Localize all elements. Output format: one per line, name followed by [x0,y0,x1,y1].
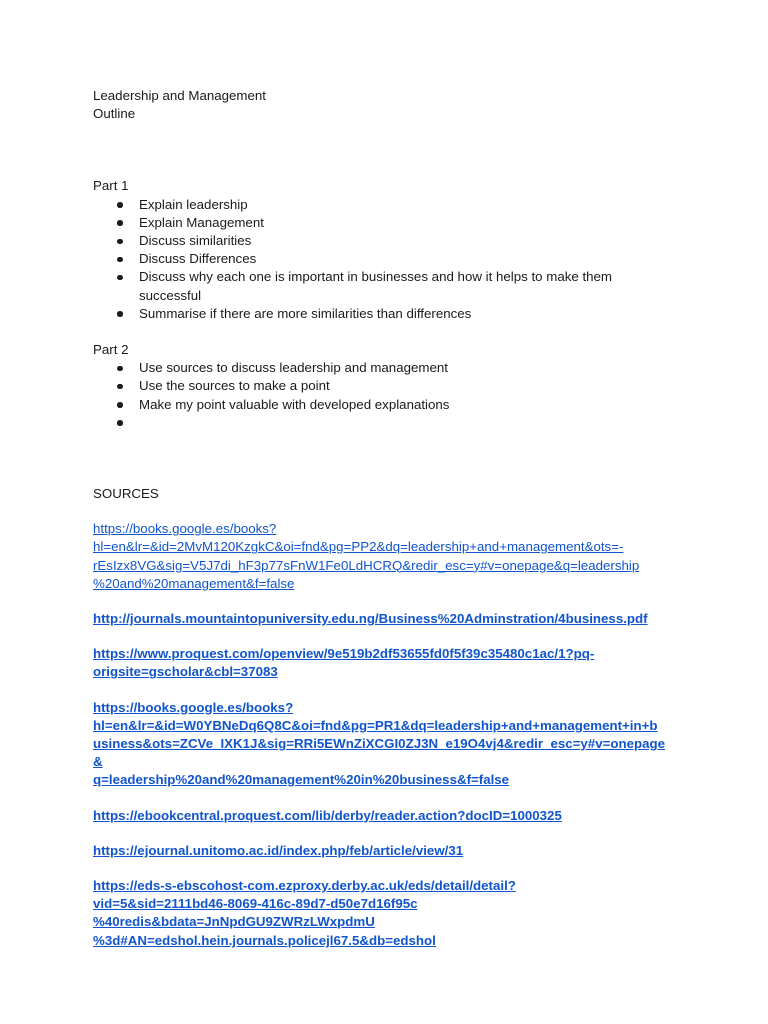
list-item: Use sources to discuss leadership and management [93,359,693,377]
link-text-line: q=leadership%20and%20management%20in%20business&f=false [93,772,510,788]
part1-list [93,196,693,323]
list-item: Discuss similarities [93,232,693,250]
spacer [93,323,693,341]
link-text-line: hl=en&lr=&id=W0YBNeDq6Q8C&oi=fnd&pg=PR1&dq=leadership+and+management+in+b [93,717,658,733]
list-item: Discuss Differences [93,250,693,268]
link-text-line: https://www.proquest.com/openview/9e519b2df53655fd0f5f39c35480c1ac/1?pq- [93,646,595,662]
link-text-line: origsite=gscholar&cbl=37083 [93,664,278,680]
link-text-line: https://ebookcentral.proquest.com/lib/derby/reader.action?docID=1000325 [93,807,562,823]
source-link-ebookcentral[interactable] [93,807,673,825]
list-item: Explain leadership [93,196,693,214]
source-link-proquest-openview[interactable] [93,645,673,681]
document-subtitle: Outline [93,106,136,122]
link-text-line: %3d#AN=edshol.hein.journals.policejl67.5&db=edshol [93,932,436,948]
document-page [93,87,693,967]
document-title: Leadership and Management [93,88,266,103]
link-text-line: hl=en&lr=&id=2MvM120KzgkC&oi=fnd&pg=PP2&dq=leadership+and+management&ots=- [93,539,624,555]
link-text-line: https://books.google.es/books? [93,521,277,537]
list-item: Summarise if there are more similarities than differences [93,305,693,323]
source-link-mountaintop[interactable] [93,610,673,628]
sources-heading: SOURCES [93,486,159,502]
link-text-line: rEsIzx8VG&sig=V5J7di_hF3p77sFnW1Fe0LdHCRQ&redir_esc=y#v=onepage&q=leadership [93,557,640,573]
source-link-google-books-2[interactable] [93,699,673,790]
source-link-unitomo[interactable] [93,842,673,860]
link-text-line: usiness&ots=ZCVe_IXK1J&sig=RRi5EWnZiXCGI0ZJ3N_e19O4vj4&redir_esc=y#v=onepage& [93,736,666,770]
spacer [93,123,693,177]
link-text-line: https://eds-s-ebscohost-com.ezproxy.derby.ac.uk/eds/detail/detail? [93,878,516,894]
part1-heading: Part 1 [93,178,129,194]
link-text-line: %20and%20management&f=false [93,575,295,591]
list-item: Use the sources to make a point [93,377,693,395]
spacer [93,432,693,485]
part2-list [93,359,693,432]
link-text-line: http://journals.mountaintopuniversity.edu.ng/Business%20Adminstration/4business.pdf [93,611,648,627]
link-text-line: https://books.google.es/books? [93,699,294,715]
source-link-google-books-1[interactable] [93,520,673,593]
source-link-ebscohost[interactable] [93,877,673,950]
list-item: Explain Management [93,214,693,232]
list-item-text: Discuss why each one is important in businesses and how it helps to make them successful [139,269,613,303]
link-text-line: vid=5&sid=2111bd46-8069-416c-89d7-d50e7d16f95c [93,896,418,912]
link-text-line: https://ejournal.unitomo.ac.id/index.php/feb/article/view/31 [93,842,464,858]
link-text-line: %40redis&bdata=JnNpdGU9ZWRzLWxpdmU [93,914,375,930]
spacer [93,503,693,520]
list-item-empty [93,414,693,432]
part2-heading: Part 2 [93,342,129,358]
list-item [93,268,693,304]
list-item: Make my point valuable with developed explanations [93,396,693,414]
